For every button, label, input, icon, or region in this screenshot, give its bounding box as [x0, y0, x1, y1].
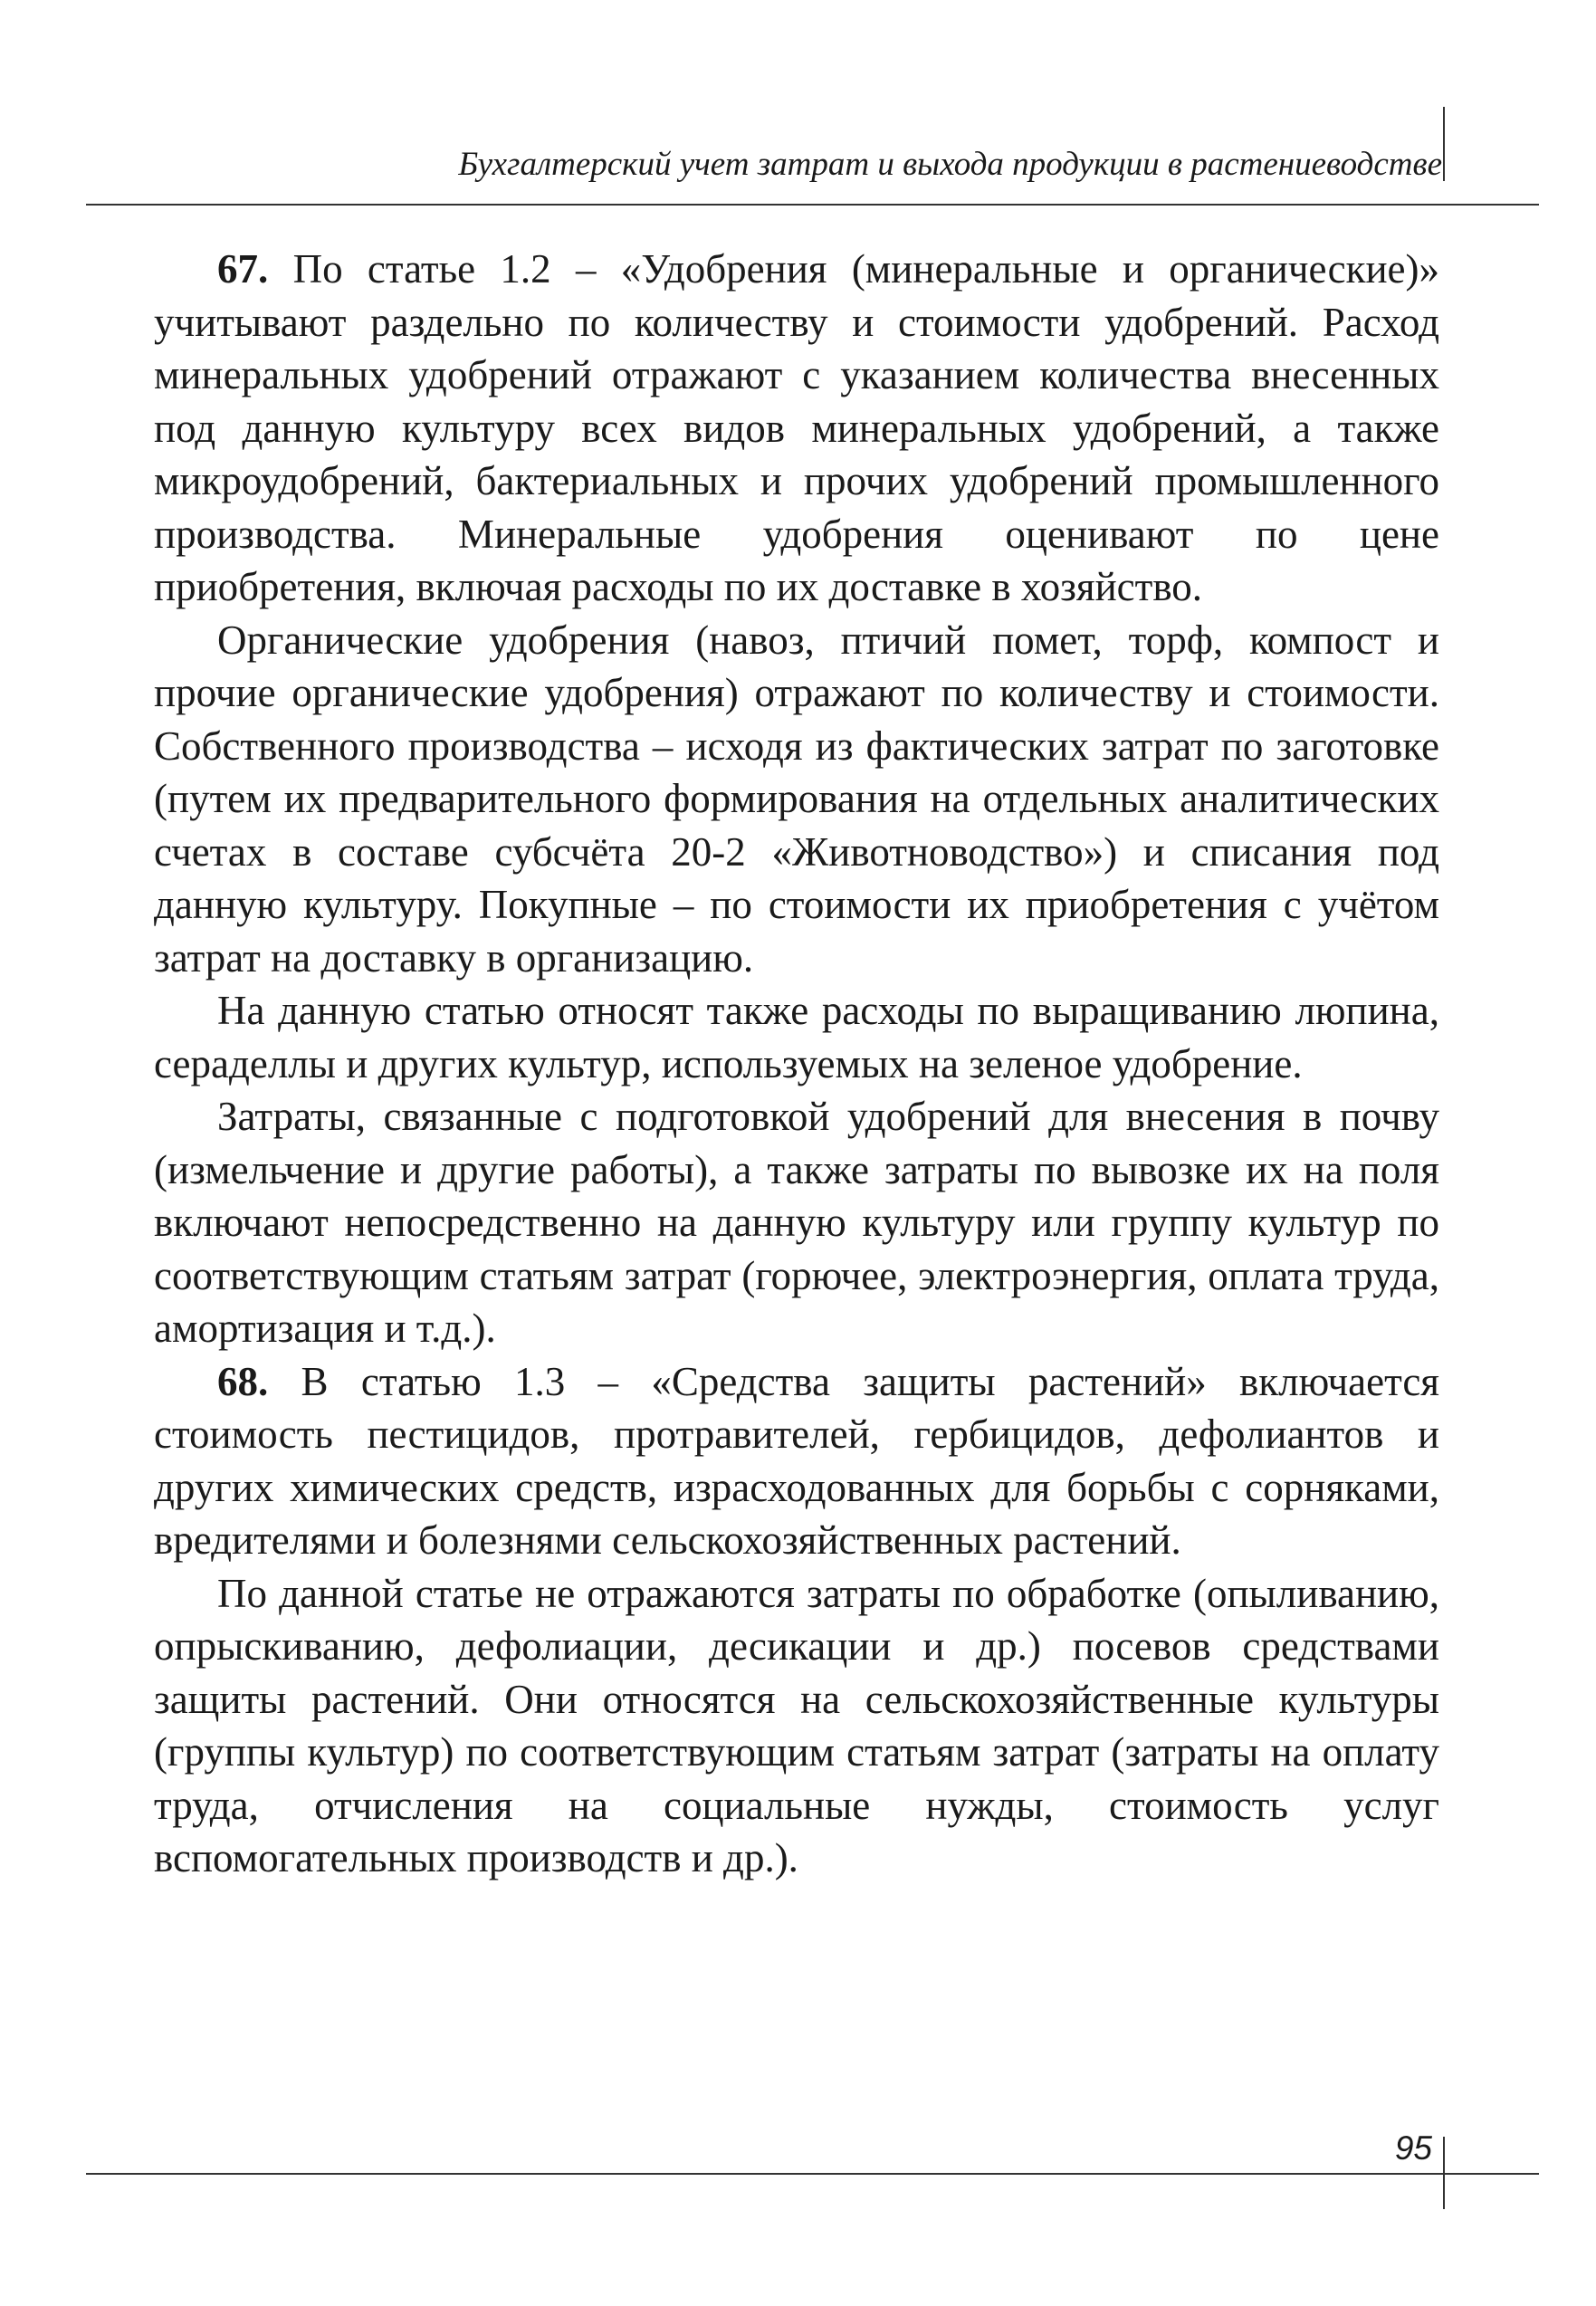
paragraph-text: В статью 1.3 – «Средства защиты растений» включается стоимость пестицидов, протравителей, гербицидов, дефолиантов и других химических средств, израсходованных для борьбы с сорняками, вредителями и болезнями сельскохозяйственных растений.: [154, 1358, 1439, 1563]
paragraph-number: 68.: [217, 1358, 269, 1404]
paragraph-organic-fertilizers: [154, 614, 1439, 985]
page-number: 95: [1394, 2129, 1432, 2167]
paragraph-68: [154, 1355, 1439, 1567]
header-rule: [86, 204, 1539, 206]
paragraph-67: [154, 243, 1439, 614]
header-vertical-rule: [1443, 107, 1445, 181]
paragraph-number: 67.: [217, 246, 269, 292]
page-body: [154, 243, 1439, 1885]
paragraph-text: Затраты, связанные с подготовкой удобрений для внесения в почву (измельчение и другие работы), а также затраты по вывозке их на поля включают непосредственно на данную культуру или группу культур по соответствующим статьям затрат (горючее, электроэнергия, оплата труда, амортизация и т.д.).: [154, 1094, 1439, 1351]
footer-rule: [86, 2173, 1539, 2175]
paragraph-text: По статье 1.2 – «Удобрения (минеральные и органические)» учитывают раздельно по количеству и стоимости удобрений. Расход минеральных удобрений отражают с указанием количества внесенных под данную культуру всех видов минеральных удобрений, а также микроудобрений, бактериальных и прочих удобрений промышленного производства. Минеральные удобрения оценивают по цене приобретения, включая расходы по их доставке в хозяйство.: [154, 246, 1439, 609]
paragraph-text: По данной статье не отражаются затраты по обработке (опыливанию, опрыскиванию, дефолиации, десикации и др.) посевов средствами защиты растений. Они относятся на сельскохозяйственные культуры (группы культур) по соответствующим статьям затрат (затраты на оплату труда, отчисления на социальные нужды, стоимость услуг вспомогательных производств и др.).: [154, 1570, 1439, 1880]
paragraph-text: На данную статью относят также расходы по выращиванию люпина, сераделлы и других культур, используемых на зеленое удобрение.: [154, 988, 1439, 1086]
paragraph-text: Органические удобрения (навоз, птичий помет, торф, компост и прочие органические удобрения) отражают по количеству и стоимости. Собственного производства – исходя из фактических затрат по заготовке (путем их предварительного формирования на отдельных аналитических счетах в составе субсчёта 20-2 «Животноводство») и списания под данную культуру. Покупные – по стоимости их приобретения с учётом затрат на доставку в организацию.: [154, 617, 1439, 981]
paragraph-preparation-costs: [154, 1090, 1439, 1355]
paragraph-processing-costs: [154, 1567, 1439, 1885]
paragraph-green-manure: [154, 984, 1439, 1090]
running-header: Бухгалтерский учет затрат и выхода продукции в растениеводстве: [458, 146, 1442, 183]
